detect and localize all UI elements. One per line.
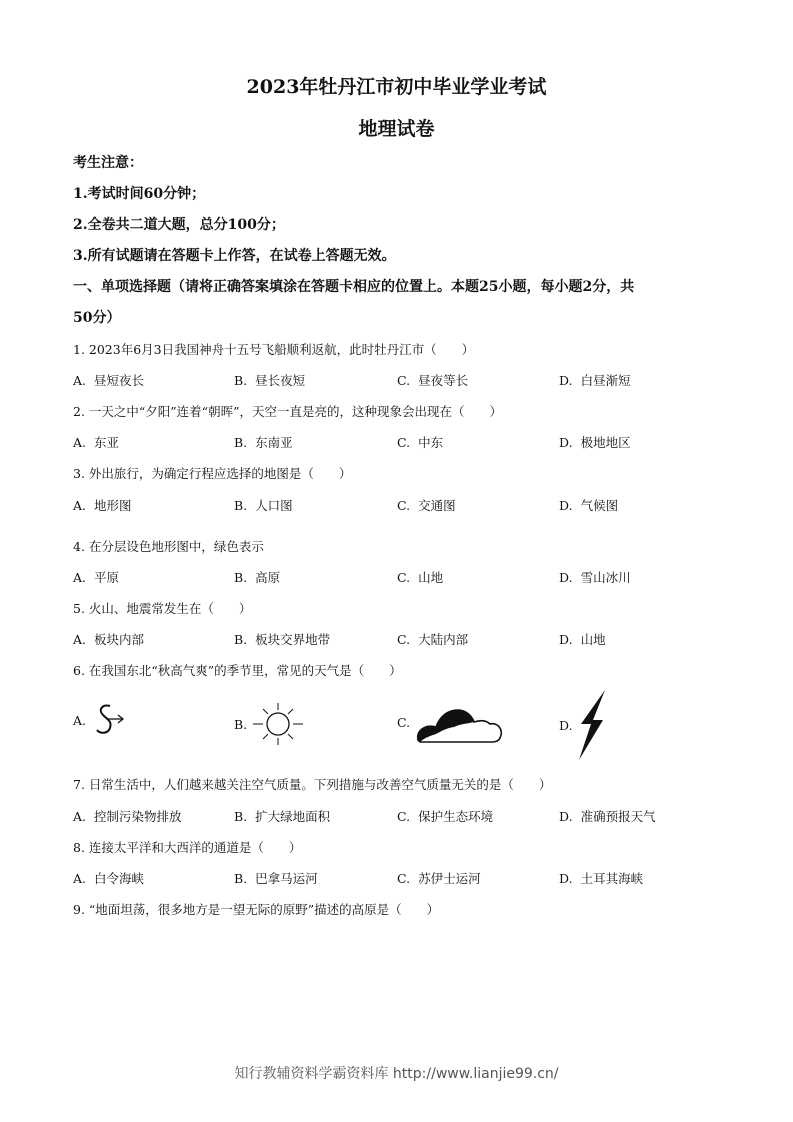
option-d [559, 688, 609, 762]
footer-watermark: 知行教辅资料学霸资料库 http://www.lianjie99.cn/ [234, 1066, 559, 1082]
option-letter: B. [234, 434, 248, 450]
option-letter: C. [397, 372, 411, 388]
sunny-icon [249, 700, 307, 748]
option-letter: A. [73, 497, 87, 513]
option-text: 东亚 [94, 435, 120, 450]
option-a [73, 630, 144, 648]
option-letter: D. [559, 434, 573, 450]
option-text: 控制污染物排放 [94, 809, 182, 824]
option-text: 准确预报天气 [580, 809, 656, 824]
option-text: 大陆内部 [418, 632, 469, 647]
notice-heading: 考生注意： [73, 155, 143, 171]
option-letter: B. [234, 808, 248, 824]
section-heading: 一、单项选择题（请将正确答案填涂在答题卡相应的位置上。本题25小题，每小题2分，共 [73, 279, 635, 295]
option-letter: D. [559, 808, 573, 824]
option-letter: A. [73, 870, 87, 886]
option-text: 山地 [580, 632, 606, 647]
option-d [559, 630, 606, 648]
option-letter: B. [234, 631, 248, 647]
option-letter: C. [397, 497, 411, 513]
option-letter: A. [73, 372, 87, 388]
question-stem: 4. 在分层设色地形图中，绿色表示 [73, 539, 264, 554]
option-text: 白昼渐短 [580, 373, 631, 388]
question-stem: 8. 连接太平洋和大西洋的通道是（ ） [73, 840, 302, 855]
option-text: 中东 [418, 435, 444, 450]
option-d [559, 807, 656, 825]
option-a [73, 807, 182, 825]
option-text: 昼夜等长 [418, 373, 469, 388]
option-letter: C. [397, 870, 411, 886]
question-stem: 3. 外出旅行，为确定行程应选择的地图是（ ） [73, 466, 352, 481]
option-text: 极地地区 [580, 435, 631, 450]
option-text: 山地 [418, 570, 444, 585]
option-letter: A. [73, 569, 87, 585]
option-c [397, 700, 506, 744]
option-letter: C. [397, 808, 411, 824]
option-c [397, 869, 481, 887]
option-b [234, 630, 330, 648]
option-text: 昼短夜长 [94, 373, 145, 388]
option-text: 白令海峡 [94, 871, 145, 886]
option-c [397, 568, 443, 586]
option-letter: A. [73, 434, 87, 450]
option-letter: B. [234, 716, 248, 732]
option-b [234, 433, 293, 451]
option-letter: B. [234, 497, 248, 513]
option-letter: C. [397, 434, 411, 450]
question-stem: 5. 火山、地震常发生在（ ） [73, 601, 252, 616]
option-d [559, 869, 643, 887]
option-c [397, 371, 468, 389]
option-b [234, 869, 318, 887]
option-letter: D. [559, 497, 573, 513]
option-text: 苏伊士运河 [418, 871, 481, 886]
option-text: 气候图 [580, 498, 619, 513]
exam-title: 2023年牡丹江市初中毕业学业考试 [246, 76, 547, 98]
option-letter: D. [559, 870, 573, 886]
option-text: 保护生态环境 [418, 809, 494, 824]
option-a [73, 700, 130, 740]
lightning-icon [575, 688, 609, 762]
option-d [559, 496, 618, 514]
option-b [234, 568, 280, 586]
option-letter: D. [559, 717, 573, 733]
option-text: 平原 [94, 570, 120, 585]
option-letter: D. [559, 372, 573, 388]
option-a [73, 568, 119, 586]
option-letter: C. [397, 569, 411, 585]
option-text: 交通图 [418, 498, 456, 513]
option-b [234, 496, 293, 514]
option-a [73, 496, 132, 514]
section-heading-cont: 50分） [73, 310, 121, 326]
option-text: 板块内部 [94, 632, 145, 647]
option-letter: B. [234, 569, 248, 585]
option-text: 东南亚 [255, 435, 293, 450]
option-text: 地形图 [94, 498, 132, 513]
option-c [397, 433, 443, 451]
question-stem: 1. 2023年6月3日我国神舟十五号飞船顺利返航，此时牡丹江市（ ） [73, 342, 475, 357]
notice-item: 3.所有试题请在答题卡上作答，在试卷上答题无效。 [73, 248, 396, 264]
question-stem: 9. “地面坦荡，很多地方是一望无际的原野”描述的高原是（ ） [73, 902, 440, 917]
option-d [559, 433, 631, 451]
option-text: 人口图 [255, 498, 293, 513]
option-text: 巴拿马运河 [255, 871, 318, 886]
option-letter: A. [73, 808, 87, 824]
notice-item: 1.考试时间60分钟； [73, 186, 206, 202]
option-letter: A. [73, 631, 87, 647]
option-b [234, 371, 305, 389]
option-text: 土耳其海峡 [580, 871, 644, 886]
option-a [73, 869, 144, 887]
option-text: 板块交界地带 [255, 632, 331, 647]
option-letter: D. [559, 569, 573, 585]
cloudy-icon [414, 700, 506, 744]
option-d [559, 371, 631, 389]
exam-subtitle: 地理试卷 [358, 118, 435, 140]
option-a [73, 433, 119, 451]
option-c [397, 630, 468, 648]
question-stem: 7. 日常生活中，人们越来越关注空气质量。下列措施与改善空气质量无关的是（ ） [73, 777, 552, 792]
option-b [234, 700, 307, 748]
sandstorm-icon [90, 700, 130, 740]
option-letter: C. [397, 714, 411, 730]
question-stem: 6. 在我国东北“秋高气爽”的季节里，常见的天气是（ ） [73, 663, 402, 678]
option-text: 雪山冰川 [580, 570, 631, 585]
option-letter: A. [73, 712, 87, 728]
option-text: 扩大绿地面积 [255, 809, 331, 824]
option-a [73, 371, 144, 389]
option-text: 高原 [255, 570, 281, 585]
option-text: 昼长夜短 [255, 373, 306, 388]
option-c [397, 807, 493, 825]
notice-item: 2.全卷共二道大题，总分100分； [73, 217, 285, 233]
option-d [559, 568, 631, 586]
question-stem: 2. 一天之中“夕阳”连着“朝晖”，天空一直是亮的，这种现象会出现在（ ） [73, 404, 502, 419]
option-letter: C. [397, 631, 411, 647]
option-letter: B. [234, 372, 248, 388]
option-letter: D. [559, 631, 573, 647]
option-c [397, 496, 456, 514]
option-b [234, 807, 330, 825]
option-letter: B. [234, 870, 248, 886]
